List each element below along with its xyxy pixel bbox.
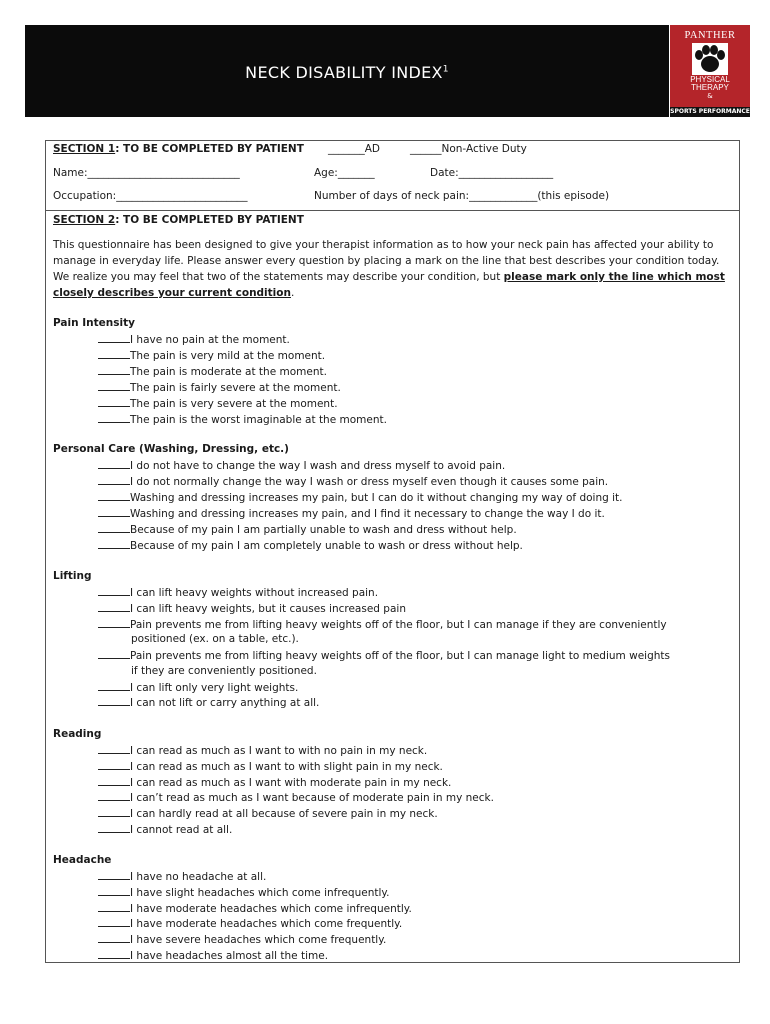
answer-blank[interactable] (98, 901, 130, 912)
pain-option[interactable] (98, 396, 338, 411)
paw-icon (691, 42, 729, 76)
lifting-option[interactable] (98, 617, 667, 632)
panther-logo (670, 25, 750, 117)
header-banner (25, 25, 669, 117)
option-text: I cannot read at all. (130, 824, 233, 836)
option-text: I can read as much as I want to with slight pain in my neck. (130, 761, 443, 773)
option-text: I can lift heavy weights, but it causes increased pain (130, 603, 406, 615)
option-text: I have headaches almost all the time. (130, 950, 329, 962)
lifting-option[interactable] (98, 648, 670, 663)
option-text: I can’t read as much as I want because of moderate pain in my neck. (130, 792, 494, 804)
lifting-option-continuation: positioned (ex. on a table, etc.). (131, 633, 299, 645)
option-text: The pain is the worst imaginable at the moment. (130, 414, 387, 426)
age-field[interactable]: Age:_______ (314, 167, 375, 179)
answer-blank[interactable] (98, 396, 130, 407)
option-text: Because of my pain I am partially unable to wash and dress without help. (130, 524, 517, 536)
reading-option[interactable] (98, 743, 427, 758)
answer-blank[interactable] (98, 617, 130, 628)
logo-line2: THERAPY (691, 83, 729, 92)
care-option[interactable] (98, 538, 523, 553)
option-text: I do not have to change the way I wash and dress myself to avoid pain. (130, 460, 506, 472)
intro-emphasis: please mark only the line which most closely describes your current condition (53, 271, 725, 299)
section-divider (45, 210, 740, 211)
answer-blank[interactable] (98, 538, 130, 549)
days-of-neck-pain-field[interactable]: Number of days of neck pain:_____________(this episode) (314, 190, 610, 202)
logo-name: PANTHER (684, 30, 736, 41)
occupation-field[interactable]: Occupation:_________________________ (53, 190, 248, 202)
pain-intensity-title: Pain Intensity (53, 317, 135, 329)
headache-option[interactable] (98, 901, 412, 916)
pain-option[interactable] (98, 380, 341, 395)
answer-blank[interactable] (98, 490, 130, 501)
answer-blank[interactable] (98, 380, 130, 391)
answer-blank[interactable] (98, 680, 130, 691)
headache-title: Headache (53, 854, 112, 866)
option-text: The pain is very mild at the moment. (130, 350, 326, 362)
answer-blank[interactable] (98, 743, 130, 754)
option-text: Pain prevents me from lifting heavy weights off of the floor, but I can manage light to medium weights (130, 650, 670, 662)
section1-number: SECTION 1 (53, 143, 116, 155)
answer-blank[interactable] (98, 916, 130, 927)
name-field[interactable]: Name:_____________________________ (53, 167, 240, 179)
answer-blank[interactable] (98, 932, 130, 943)
reading-option[interactable] (98, 822, 232, 837)
answer-blank[interactable] (98, 775, 130, 786)
answer-blank[interactable] (98, 806, 130, 817)
care-option[interactable] (98, 474, 608, 489)
date-field[interactable]: Date:__________________ (430, 167, 554, 179)
lifting-option[interactable] (98, 680, 298, 695)
care-option[interactable] (98, 522, 517, 537)
logo-amp: & (707, 92, 713, 100)
intro-end: . (290, 287, 295, 299)
answer-blank[interactable] (98, 364, 130, 375)
answer-blank[interactable] (98, 506, 130, 517)
headache-option[interactable] (98, 948, 328, 963)
care-option[interactable] (98, 490, 622, 505)
option-text: I have no pain at the moment. (130, 334, 290, 346)
headache-option[interactable] (98, 932, 386, 947)
lifting-title: Lifting (53, 570, 92, 582)
reading-title: Reading (53, 728, 102, 740)
lifting-option[interactable] (98, 601, 406, 616)
option-text: I have no headache at all. (130, 871, 267, 883)
answer-blank[interactable] (98, 648, 130, 659)
section1-heading (53, 142, 304, 156)
reading-option[interactable] (98, 806, 438, 821)
non-active-duty-field[interactable]: ______Non-Active Duty (410, 143, 527, 155)
option-text: Because of my pain I am completely unable to wash or dress without help. (130, 540, 523, 552)
option-text: Pain prevents me from lifting heavy weights off of the floor, but I can manage if they are conveniently (130, 619, 667, 631)
reading-option[interactable] (98, 790, 494, 805)
answer-blank[interactable] (98, 458, 130, 469)
reading-option[interactable] (98, 775, 451, 790)
option-text: The pain is fairly severe at the moment. (130, 382, 341, 394)
headache-option[interactable] (98, 916, 402, 931)
section2-number: SECTION 2 (53, 214, 116, 226)
title-superscript: 1 (442, 64, 449, 75)
pain-option[interactable] (98, 348, 325, 363)
ad-field[interactable]: _______AD (328, 143, 381, 155)
answer-blank[interactable] (98, 474, 130, 485)
option-text: Washing and dressing increases my pain, and I find it necessary to change the way I do it. (130, 508, 605, 520)
section1-heading-rest: : TO BE COMPLETED BY PATIENT (115, 143, 304, 155)
page-title (25, 63, 669, 82)
headache-option[interactable] (98, 885, 389, 900)
section2-heading-rest: : TO BE COMPLETED BY PATIENT (115, 214, 304, 226)
answer-blank[interactable] (98, 601, 130, 612)
option-text: I can read as much as I want to with no pain in my neck. (130, 745, 428, 757)
care-option[interactable] (98, 458, 505, 473)
option-text: I have moderate headaches which come infrequently. (130, 903, 412, 915)
logo-bar: SPORTS PERFORMANCE (670, 108, 750, 115)
reading-option[interactable] (98, 759, 443, 774)
answer-blank[interactable] (98, 822, 130, 833)
option-text: I can lift only very light weights. (130, 682, 299, 694)
pain-option[interactable] (98, 332, 290, 347)
lifting-option-continuation: if they are conveniently positioned. (131, 665, 317, 677)
option-text: I can read as much as I want with moderate pain in my neck. (130, 777, 452, 789)
option-text: I have moderate headaches which come frequently. (130, 918, 403, 930)
option-text: I have slight headaches which come infrequently. (130, 887, 390, 899)
title-text: NECK DISABILITY INDEX (245, 63, 443, 82)
answer-blank[interactable] (98, 412, 130, 423)
pain-option[interactable] (98, 412, 387, 427)
logo-line1: PHYSICAL (690, 75, 730, 84)
answer-blank[interactable] (98, 585, 130, 596)
option-text: Washing and dressing increases my pain, but I can do it without changing my way of doing it. (130, 492, 623, 504)
option-text: I can hardly read at all because of severe pain in my neck. (130, 808, 438, 820)
answer-blank[interactable] (98, 790, 130, 801)
answer-blank[interactable] (98, 885, 130, 896)
pain-option[interactable] (98, 364, 327, 379)
answer-blank[interactable] (98, 522, 130, 533)
option-text: I have severe headaches which come frequently. (130, 934, 387, 946)
care-option[interactable] (98, 506, 605, 521)
answer-blank[interactable] (98, 695, 130, 706)
intro-text: This questionnaire has been designed to give your therapist information as to how your neck pain has affected your ability to manage in everyday life. Please answer every question by placing a mark on the line that best describes your condition today. We realize you may feel that two of the statements may describe your condition, but (53, 239, 720, 283)
lifting-option[interactable] (98, 695, 319, 710)
answer-blank[interactable] (98, 759, 130, 770)
answer-blank[interactable] (98, 332, 130, 343)
answer-blank[interactable] (98, 348, 130, 359)
option-text: The pain is very severe at the moment. (130, 398, 338, 410)
option-text: I do not normally change the way I wash or dress myself even though it causes some pain. (130, 476, 609, 488)
option-text: The pain is moderate at the moment. (130, 366, 327, 378)
intro-paragraph (53, 237, 733, 301)
headache-option[interactable] (98, 869, 266, 884)
personal-care-title: Personal Care (Washing, Dressing, etc.) (53, 443, 289, 455)
answer-blank[interactable] (98, 948, 130, 959)
lifting-option[interactable] (98, 585, 378, 600)
section2-heading (53, 213, 304, 227)
option-text: I can not lift or carry anything at all. (130, 697, 320, 709)
option-text: I can lift heavy weights without increased pain. (130, 587, 379, 599)
answer-blank[interactable] (98, 869, 130, 880)
